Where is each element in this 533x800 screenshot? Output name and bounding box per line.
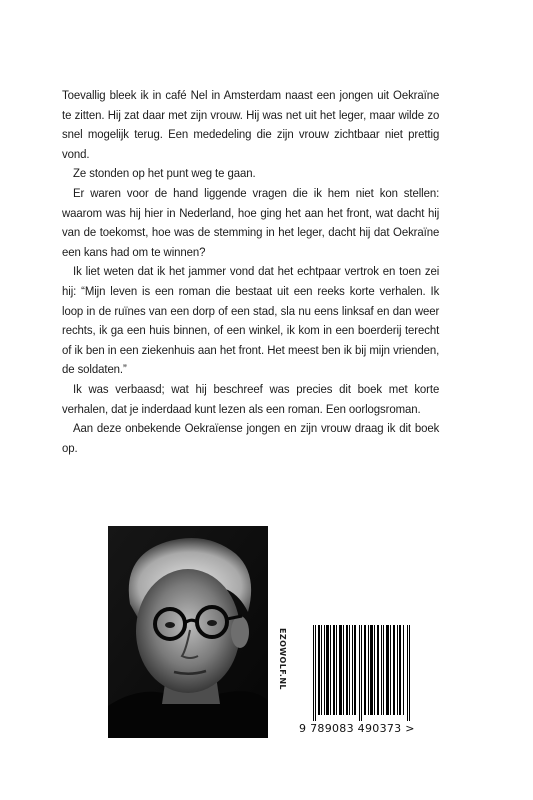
paragraph-4: Ik liet weten dat ik het jammer vond dat het echtpaar vertrok en toen zei hij: “Mijn leven is een roman die bestaat uit een reeks korte verhalen. Ik loop in de ruïnes van een dorp of een stad, sla nu eens linksaf en dan weer rechts, ik ga een huis binnen, of een winkel, ik kom in een boerderij terecht of ik ben in een ziekenhuis aan het front. Het meest ben ik bij mijn vrienden, de soldaten.” xyxy=(62,264,440,377)
isbn-digits: 9 789083 490373 > xyxy=(299,722,415,735)
author-photo xyxy=(108,526,268,738)
paragraph-5: Ik was verbaasd; wat hij beschreef was precies dit boek met korte verhalen, dat je inderdaad kunt lezen als een roman. Een oorlogsroman. xyxy=(62,381,440,416)
blurb-text xyxy=(62,86,439,458)
barcode-bars xyxy=(313,625,411,721)
paragraph-3: Er waren voor de hand liggende vragen die ik hem niet kon stellen: waarom was hij hier in Nederland, hoe ging het aan het front, wat dacht hij van de toekomst, hoe was de stemming in het leger, dacht hij dat Oekraïne een kans had om te winnen? xyxy=(62,185,440,259)
paragraph-1: Toevallig bleek ik in café Nel in Amsterdam naast een jongen uit Oekraïne te zitten. Hij zat daar met zijn vrouw. Hij was net uit het leger, maar wilde zo snel mogelijk terug. Een mededeling die zijn vrouw zichtbaar niet prettig vond. xyxy=(62,88,440,161)
barcode xyxy=(299,625,415,738)
publisher-url: EZOWOLF.NL xyxy=(278,628,287,690)
paragraph-2: Ze stonden op het punt weg te gaan. xyxy=(73,166,256,181)
paragraph-6: Aan deze onbekende Oekraïense jongen en zijn vrouw draag ik dit boek op. xyxy=(62,421,440,455)
